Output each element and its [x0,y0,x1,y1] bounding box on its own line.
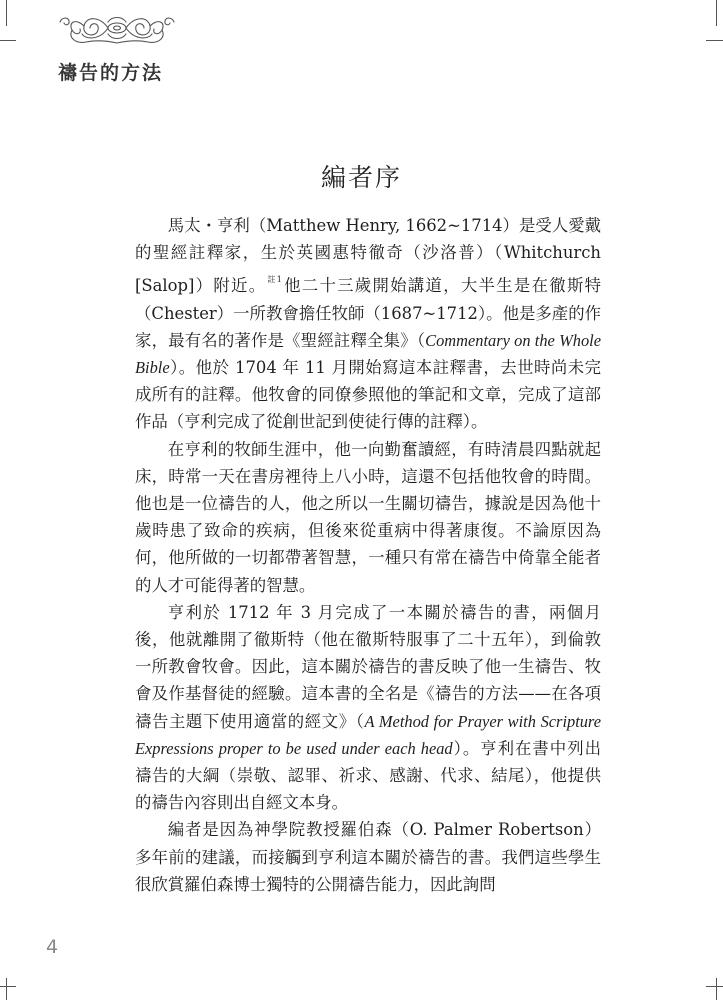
text-run: ）。亨利在書中列出禱告的大綱（崇敬、認罪、祈求、感謝、代求、結尾），他提供的禱告內容則出自經文本身。 [135,738,601,813]
text-run: 他二十三歲開始講道，大半生是在徹斯特（Chester）一所教會擔任牧師（1687~1712）。他是多產的作家，最有名的著作是《聖經註釋全集》（ [135,276,602,350]
text-run: 編者是因為神學院教授羅伯森（O. Palmer Robertson）多年前的建議，而接觸到亨利這本關於禱告的書。我們這些學生很欣賞羅伯森博士獨特的公開禱告能力，因此詢問 [135,820,601,894]
crop-mark [0,986,16,987]
crop-mark [706,986,723,987]
crop-mark [0,40,16,41]
body-paragraph [135,212,601,436]
page-title: 編者序 [320,163,402,192]
text-run: 在亨利的牧師生涯中，他一向勤奮讀經，有時清晨四點就起床，時常一天在書房裡待上八小時，這還不包括他牧會的時間。他也是一位禱告的人，他之所以一生關切禱告，據說是因為他十歲時患了致命的疾病，但後來從重病中得著康復。不論原因為何，他所做的一切都帶著智慧，一種只有常在禱告中倚靠全能者的人才可能得著的智慧。 [135,439,601,595]
italic-title: A Method for Prayer with Scripture Expressions proper to be used under each head [135,711,601,758]
text-run: 馬太・亨利（Matthew Henry, 1662~1714）是受人愛戴的聖經註釋家，生於英國惠特徹奇（沙洛普）（Whitchurch [Salop]）附近。 [135,216,601,296]
crop-mark [716,978,717,1000]
crop-mark [6,978,7,1000]
flourish-ornament-icon [56,8,178,48]
page-number: 4 [46,936,59,958]
body-text [135,212,601,898]
crop-mark [6,0,7,26]
text-run: 亨利於 1712 年 3 月完成了一本關於禱告的書，兩個月後，他就離開了徹斯特（他在徹斯特服事了二十五年），到倫敦一所教會牧會。因此，這本關於禱告的書反映了他一生禱告、牧會及作基督徒的經驗。這本書的全名是《禱告的方法——在各項禱告主題下使用適當的經文》（ [135,602,601,731]
body-paragraph [135,599,601,817]
running-header-title: 禱告的方法 [58,62,164,84]
body-paragraph [135,816,601,898]
crop-mark [706,40,723,41]
crop-mark [716,0,717,26]
italic-title: Commentary on the Whole Bible [135,330,601,378]
text-run: ）。他於 1704 年 11 月開始寫這本註釋書，去世時尚未完成所有的註釋。他牧會的同僚參照他的筆記和文章，完成了這部作品（亨利完成了從創世記到使徒行傳的註釋）。 [135,358,601,432]
footnote-marker: 註1 [267,275,282,285]
body-paragraph [135,436,601,599]
